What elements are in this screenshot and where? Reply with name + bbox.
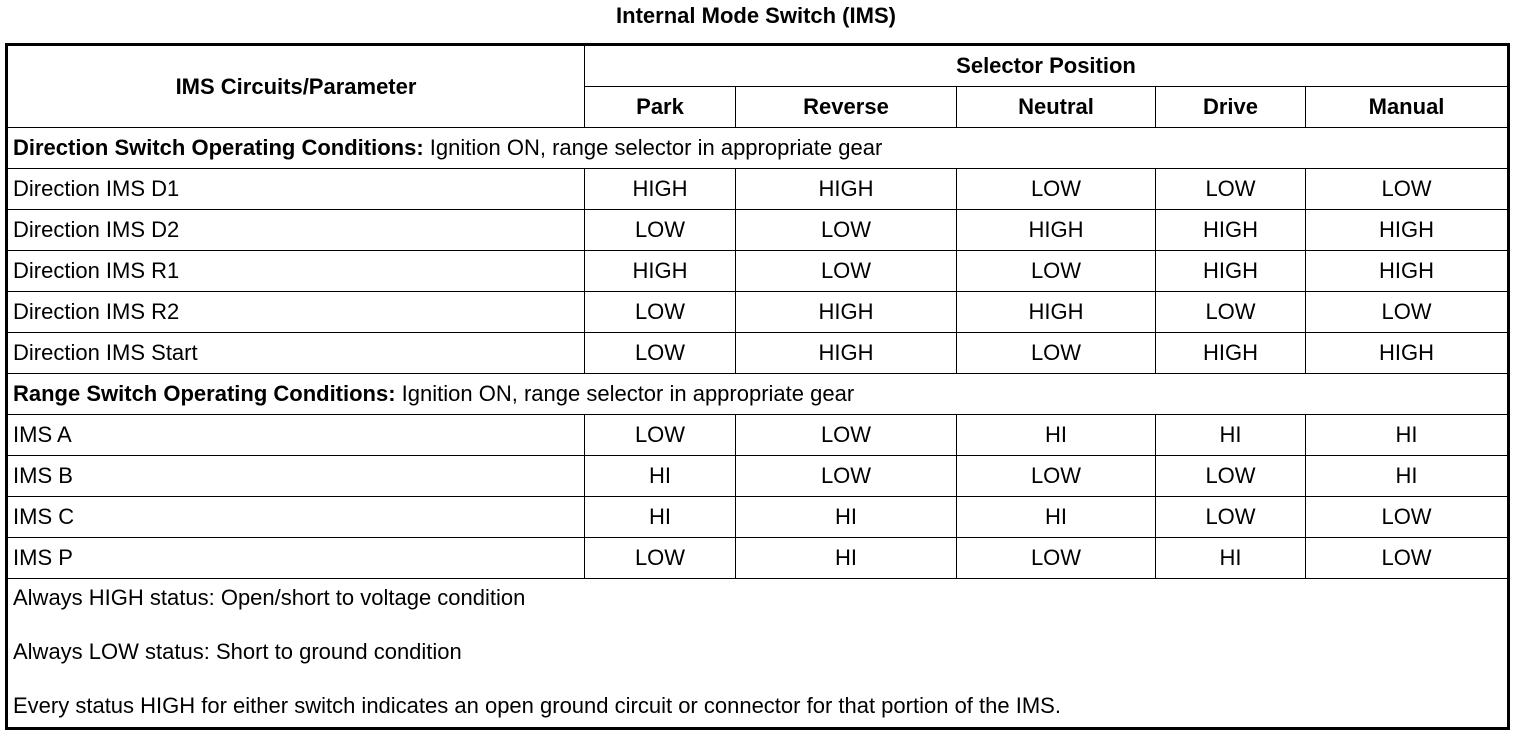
table-row — [7, 333, 1509, 374]
row-parameter: IMS A — [7, 415, 585, 456]
cell-value: HIGH — [957, 210, 1156, 251]
cell-value: LOW — [957, 169, 1156, 210]
cell-value: LOW — [957, 456, 1156, 497]
ims-table — [5, 43, 1510, 730]
selector-position-header: Selector Position — [585, 45, 1509, 87]
cell-value: LOW — [1306, 497, 1509, 538]
position-header-drive: Drive — [1156, 87, 1306, 128]
cell-value: LOW — [585, 292, 736, 333]
cell-value: LOW — [957, 251, 1156, 292]
cell-value: HIGH — [736, 333, 957, 374]
cell-value: HIGH — [736, 292, 957, 333]
cell-value: HI — [1156, 415, 1306, 456]
cell-value: HIGH — [585, 169, 736, 210]
cell-value: HI — [1306, 415, 1509, 456]
table-row — [7, 292, 1509, 333]
cell-value: LOW — [1306, 538, 1509, 579]
table-row — [7, 538, 1509, 579]
cell-value: HI — [1306, 456, 1509, 497]
cell-value: HI — [585, 497, 736, 538]
position-header-neutral: Neutral — [957, 87, 1156, 128]
cell-value: LOW — [736, 251, 957, 292]
cell-value: LOW — [1156, 497, 1306, 538]
cell-value: LOW — [585, 210, 736, 251]
table-row — [7, 415, 1509, 456]
cell-value: HI — [736, 497, 957, 538]
cell-value: LOW — [585, 415, 736, 456]
row-parameter: IMS P — [7, 538, 585, 579]
cell-value: HIGH — [585, 251, 736, 292]
row-parameter: Direction IMS Start — [7, 333, 585, 374]
cell-value: LOW — [1306, 292, 1509, 333]
cell-value: HIGH — [736, 169, 957, 210]
row-parameter: IMS C — [7, 497, 585, 538]
cell-value: HI — [585, 456, 736, 497]
cell-value: HIGH — [1306, 251, 1509, 292]
range-section-conditions: Ignition ON, range selector in appropriate gear — [395, 381, 855, 406]
notes-row — [7, 579, 1509, 729]
position-header-reverse: Reverse — [736, 87, 957, 128]
cell-value: LOW — [1156, 169, 1306, 210]
cell-value: LOW — [957, 538, 1156, 579]
cell-value: HIGH — [1156, 251, 1306, 292]
direction-section-conditions: Ignition ON, range selector in appropriate gear — [423, 135, 883, 160]
note-always-high: Always HIGH status: Open/short to voltage condition — [13, 585, 526, 610]
notes-cell — [7, 579, 1509, 729]
row-parameter: Direction IMS R2 — [7, 292, 585, 333]
position-header-park: Park — [585, 87, 736, 128]
cell-value: LOW — [736, 415, 957, 456]
parameter-header: IMS Circuits/Parameter — [7, 45, 585, 128]
cell-value: HIGH — [1306, 333, 1509, 374]
header-row-top — [7, 45, 1509, 87]
table-row — [7, 456, 1509, 497]
cell-value: LOW — [957, 333, 1156, 374]
cell-value: HIGH — [1156, 210, 1306, 251]
table-row — [7, 210, 1509, 251]
table-row — [7, 251, 1509, 292]
cell-value: LOW — [1156, 292, 1306, 333]
range-section-title: Range Switch Operating Conditions: — [13, 381, 396, 406]
cell-value: HI — [1156, 538, 1306, 579]
row-parameter: Direction IMS R1 — [7, 251, 585, 292]
cell-value: LOW — [1306, 169, 1509, 210]
note-always-low: Always LOW status: Short to ground condition — [13, 639, 462, 664]
cell-value: HI — [957, 415, 1156, 456]
cell-value: LOW — [585, 538, 736, 579]
table-row — [7, 497, 1509, 538]
table-row — [7, 169, 1509, 210]
row-parameter: Direction IMS D1 — [7, 169, 585, 210]
cell-value: HIGH — [1306, 210, 1509, 251]
cell-value: LOW — [736, 210, 957, 251]
direction-section-row — [7, 128, 1509, 169]
position-header-manual: Manual — [1306, 87, 1509, 128]
cell-value: LOW — [1156, 456, 1306, 497]
cell-value: HIGH — [1156, 333, 1306, 374]
note-every-status-high: Every status HIGH for either switch indicates an open ground circuit or connector for that portion of the IMS. — [13, 693, 1061, 718]
cell-value: LOW — [585, 333, 736, 374]
direction-section-label — [7, 128, 1509, 169]
row-parameter: IMS B — [7, 456, 585, 497]
row-parameter: Direction IMS D2 — [7, 210, 585, 251]
range-section-label — [7, 374, 1509, 415]
cell-value: HI — [957, 497, 1156, 538]
direction-section-title: Direction Switch Operating Conditions: — [13, 135, 424, 160]
cell-value: HI — [736, 538, 957, 579]
cell-value: HIGH — [957, 292, 1156, 333]
range-section-row — [7, 374, 1509, 415]
table-title: Internal Mode Switch (IMS) — [616, 3, 896, 28]
cell-value: LOW — [736, 456, 957, 497]
